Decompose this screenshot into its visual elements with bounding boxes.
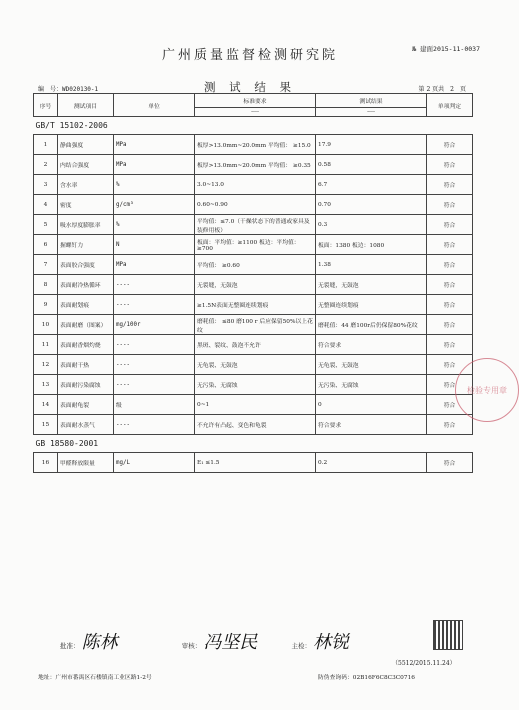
judgement: 符合 <box>427 315 473 335</box>
test-item: 表面耐冷热循环 <box>58 275 114 295</box>
unit: mg/100r <box>114 315 195 335</box>
table-row <box>34 355 473 375</box>
table-row <box>34 375 473 395</box>
test-item: 密度 <box>58 195 114 215</box>
unit: MPa <box>114 135 195 155</box>
unit: 级 <box>114 395 195 415</box>
approve-signature: 陈林 <box>81 632 118 653</box>
row-number: 9 <box>34 295 58 315</box>
row-number: 3 <box>34 175 58 195</box>
requirement: 不允许有凸起、变色和龟裂 <box>195 415 316 435</box>
requirement: 3.0~13.0 <box>195 175 316 195</box>
test-item: 表面耐干热 <box>58 355 114 375</box>
table-row <box>34 315 473 335</box>
signature-row <box>60 628 349 654</box>
unit: N <box>114 235 195 255</box>
result: 1.38 <box>316 255 427 275</box>
requirement: 平均值：≤7.0（干燥状态下的普通或家具及装修用板） <box>195 215 316 235</box>
judgement: 符合 <box>427 355 473 375</box>
table-row <box>34 335 473 355</box>
table-row <box>34 135 473 155</box>
requirement: 无裂缝，无鼓泡 <box>195 275 316 295</box>
result: 无龟裂、无鼓泡 <box>316 355 427 375</box>
sub-placeholder: ---- <box>195 108 316 117</box>
table-row <box>34 175 473 195</box>
test-item: 静曲强度 <box>58 135 114 155</box>
header-no: 序号 <box>34 94 58 117</box>
row-number: 5 <box>34 215 58 235</box>
judgement: 符合 <box>427 255 473 275</box>
row-number: 2 <box>34 155 58 175</box>
requirement: 0~1 <box>195 395 316 415</box>
judgement: 符合 <box>427 335 473 355</box>
row-number: 12 <box>34 355 58 375</box>
test-item: 甲醛释放限量 <box>58 453 114 473</box>
row-number: 10 <box>34 315 58 335</box>
review-signature: 冯坚民 <box>203 632 258 653</box>
test-item: 表面胶合强度 <box>58 255 114 275</box>
requirement: 无污染、无腐蚀 <box>195 375 316 395</box>
anti-fake-code: 防伪查询码：02B16F6C8C3C0716 <box>318 675 415 681</box>
requirement: ≥1.5N表面无整圈连续划痕 <box>195 295 316 315</box>
judgement: 符合 <box>427 155 473 175</box>
header-judgement: 单项判定 <box>427 94 473 117</box>
row-number: 1 <box>34 135 58 155</box>
rows-group-1 <box>34 135 473 435</box>
table-row <box>34 395 473 415</box>
row-number: 15 <box>34 415 58 435</box>
row-number: 13 <box>34 375 58 395</box>
table-row <box>34 235 473 255</box>
row-number: 4 <box>34 195 58 215</box>
row-number: 14 <box>34 395 58 415</box>
unit: MPa <box>114 155 195 175</box>
results-table <box>33 93 473 473</box>
row-number: 8 <box>34 275 58 295</box>
code-value: WD020130-1 <box>62 86 99 93</box>
judgement: 符合 <box>427 215 473 235</box>
sub-placeholder: ---- <box>316 108 427 117</box>
unit: ---- <box>114 355 195 375</box>
result: 无整圈连续划痕 <box>316 295 427 315</box>
table-row <box>34 295 473 315</box>
requirement: 黑斑、裂纹、鼓泡不允许 <box>195 335 316 355</box>
result: 无裂缝，无鼓泡 <box>316 275 427 295</box>
result: 0.3 <box>316 215 427 235</box>
table-row <box>34 195 473 215</box>
row-number: 7 <box>34 255 58 275</box>
requirement: E₁ ≤1.5 <box>195 453 316 473</box>
judgement: 符合 <box>427 135 473 155</box>
table-row <box>34 215 473 235</box>
header-requirement: 标准要求 <box>195 94 316 108</box>
test-item: 表面耐污染腐蚀 <box>58 375 114 395</box>
judgement: 符合 <box>427 395 473 415</box>
test-item: 表面耐磨（图案） <box>58 315 114 335</box>
requirement: 板厚>13.0mm~20.0mm 平均值： ≥0.35 <box>195 155 316 175</box>
test-label: 主检： <box>291 642 311 650</box>
unit: ---- <box>114 295 195 315</box>
standard-label: GB 18580-2001 <box>34 435 473 453</box>
test-item: 表面耐划痕 <box>58 295 114 315</box>
test-item: 表面耐龟裂 <box>58 395 114 415</box>
unit: ---- <box>114 275 195 295</box>
result: 0.58 <box>316 155 427 175</box>
requirement: 板面：平均值：≥1100 板边：平均值：≥700 <box>195 235 316 255</box>
judgement: 符合 <box>427 453 473 473</box>
test-item: 握螺钉力 <box>58 235 114 255</box>
result: 符合要求 <box>316 335 427 355</box>
unit: mg/L <box>114 453 195 473</box>
judgement: 符合 <box>427 275 473 295</box>
requirement: 无龟裂、无鼓泡 <box>195 355 316 375</box>
qr-code <box>433 620 463 650</box>
code-line <box>38 84 98 93</box>
judgement: 符合 <box>427 415 473 435</box>
unit: % <box>114 215 195 235</box>
result: 板面：1380 板边：1080 <box>316 235 427 255</box>
table-row <box>34 255 473 275</box>
stamp-text: 检验专用章 <box>467 385 507 395</box>
requirement: 板厚>13.0mm~20.0mm 平均值： ≥15.0 <box>195 135 316 155</box>
header-unit: 单位 <box>114 94 195 117</box>
judgement: 符合 <box>427 295 473 315</box>
judgement: 符合 <box>427 375 473 395</box>
table-row <box>34 415 473 435</box>
result: 0 <box>316 395 427 415</box>
requirement: 磨耗值： ≤80 磨100 r 后应保留50%以上花纹 <box>195 315 316 335</box>
row-number: 11 <box>34 335 58 355</box>
unit: ---- <box>114 415 195 435</box>
test-item: 表面耐水蒸气 <box>58 415 114 435</box>
test-item: 吸水厚度膨胀率 <box>58 215 114 235</box>
result: 0.70 <box>316 195 427 215</box>
result: 0.2 <box>316 453 427 473</box>
table-row <box>34 155 473 175</box>
result: 6.7 <box>316 175 427 195</box>
page-number: 第 2 页共 2 页 <box>418 86 466 93</box>
unit: ---- <box>114 375 195 395</box>
test-item: 含水率 <box>58 175 114 195</box>
result: 符合要求 <box>316 415 427 435</box>
test-signature: 林锐 <box>313 632 350 653</box>
header-result: 测试结果 <box>316 94 427 108</box>
result: 磨耗值：44 磨100r后仍保留80%花纹 <box>316 315 427 335</box>
judgement: 符合 <box>427 195 473 215</box>
result: 无污染、无腐蚀 <box>316 375 427 395</box>
judgement: 符合 <box>427 175 473 195</box>
unit: g/cm³ <box>114 195 195 215</box>
issue-number: （5512/2015.11.24） <box>392 660 456 667</box>
address: 地址：广州市番禺区石楼镇南工业区路1-2号 <box>38 675 152 681</box>
official-stamp <box>455 358 519 422</box>
report-number: № 建面2015-11-0037 <box>412 45 480 53</box>
rows-group-2 <box>34 453 473 473</box>
row-number: 16 <box>34 453 58 473</box>
requirement: 平均值： ≥0.60 <box>195 255 316 275</box>
table-row <box>34 275 473 295</box>
table-row <box>34 453 473 473</box>
page-title: 测 试 结 果 <box>204 80 296 94</box>
test-item: 内结合强度 <box>58 155 114 175</box>
requirement: 0.60~0.90 <box>195 195 316 215</box>
row-number: 6 <box>34 235 58 255</box>
review-label: 审核： <box>181 642 202 650</box>
approve-label: 批准： <box>60 642 80 650</box>
institute-name: 广州质量监督检测研究院 <box>161 48 338 63</box>
unit: % <box>114 175 195 195</box>
unit: MPa <box>114 255 195 275</box>
header-item: 测试项目 <box>58 94 114 117</box>
code-label: 编 号： <box>38 86 63 93</box>
result: 17.9 <box>316 135 427 155</box>
standard-label: GB/T 15102-2006 <box>34 117 473 135</box>
unit: ---- <box>114 335 195 355</box>
test-item: 表面耐香烟灼烧 <box>58 335 114 355</box>
judgement: 符合 <box>427 235 473 255</box>
